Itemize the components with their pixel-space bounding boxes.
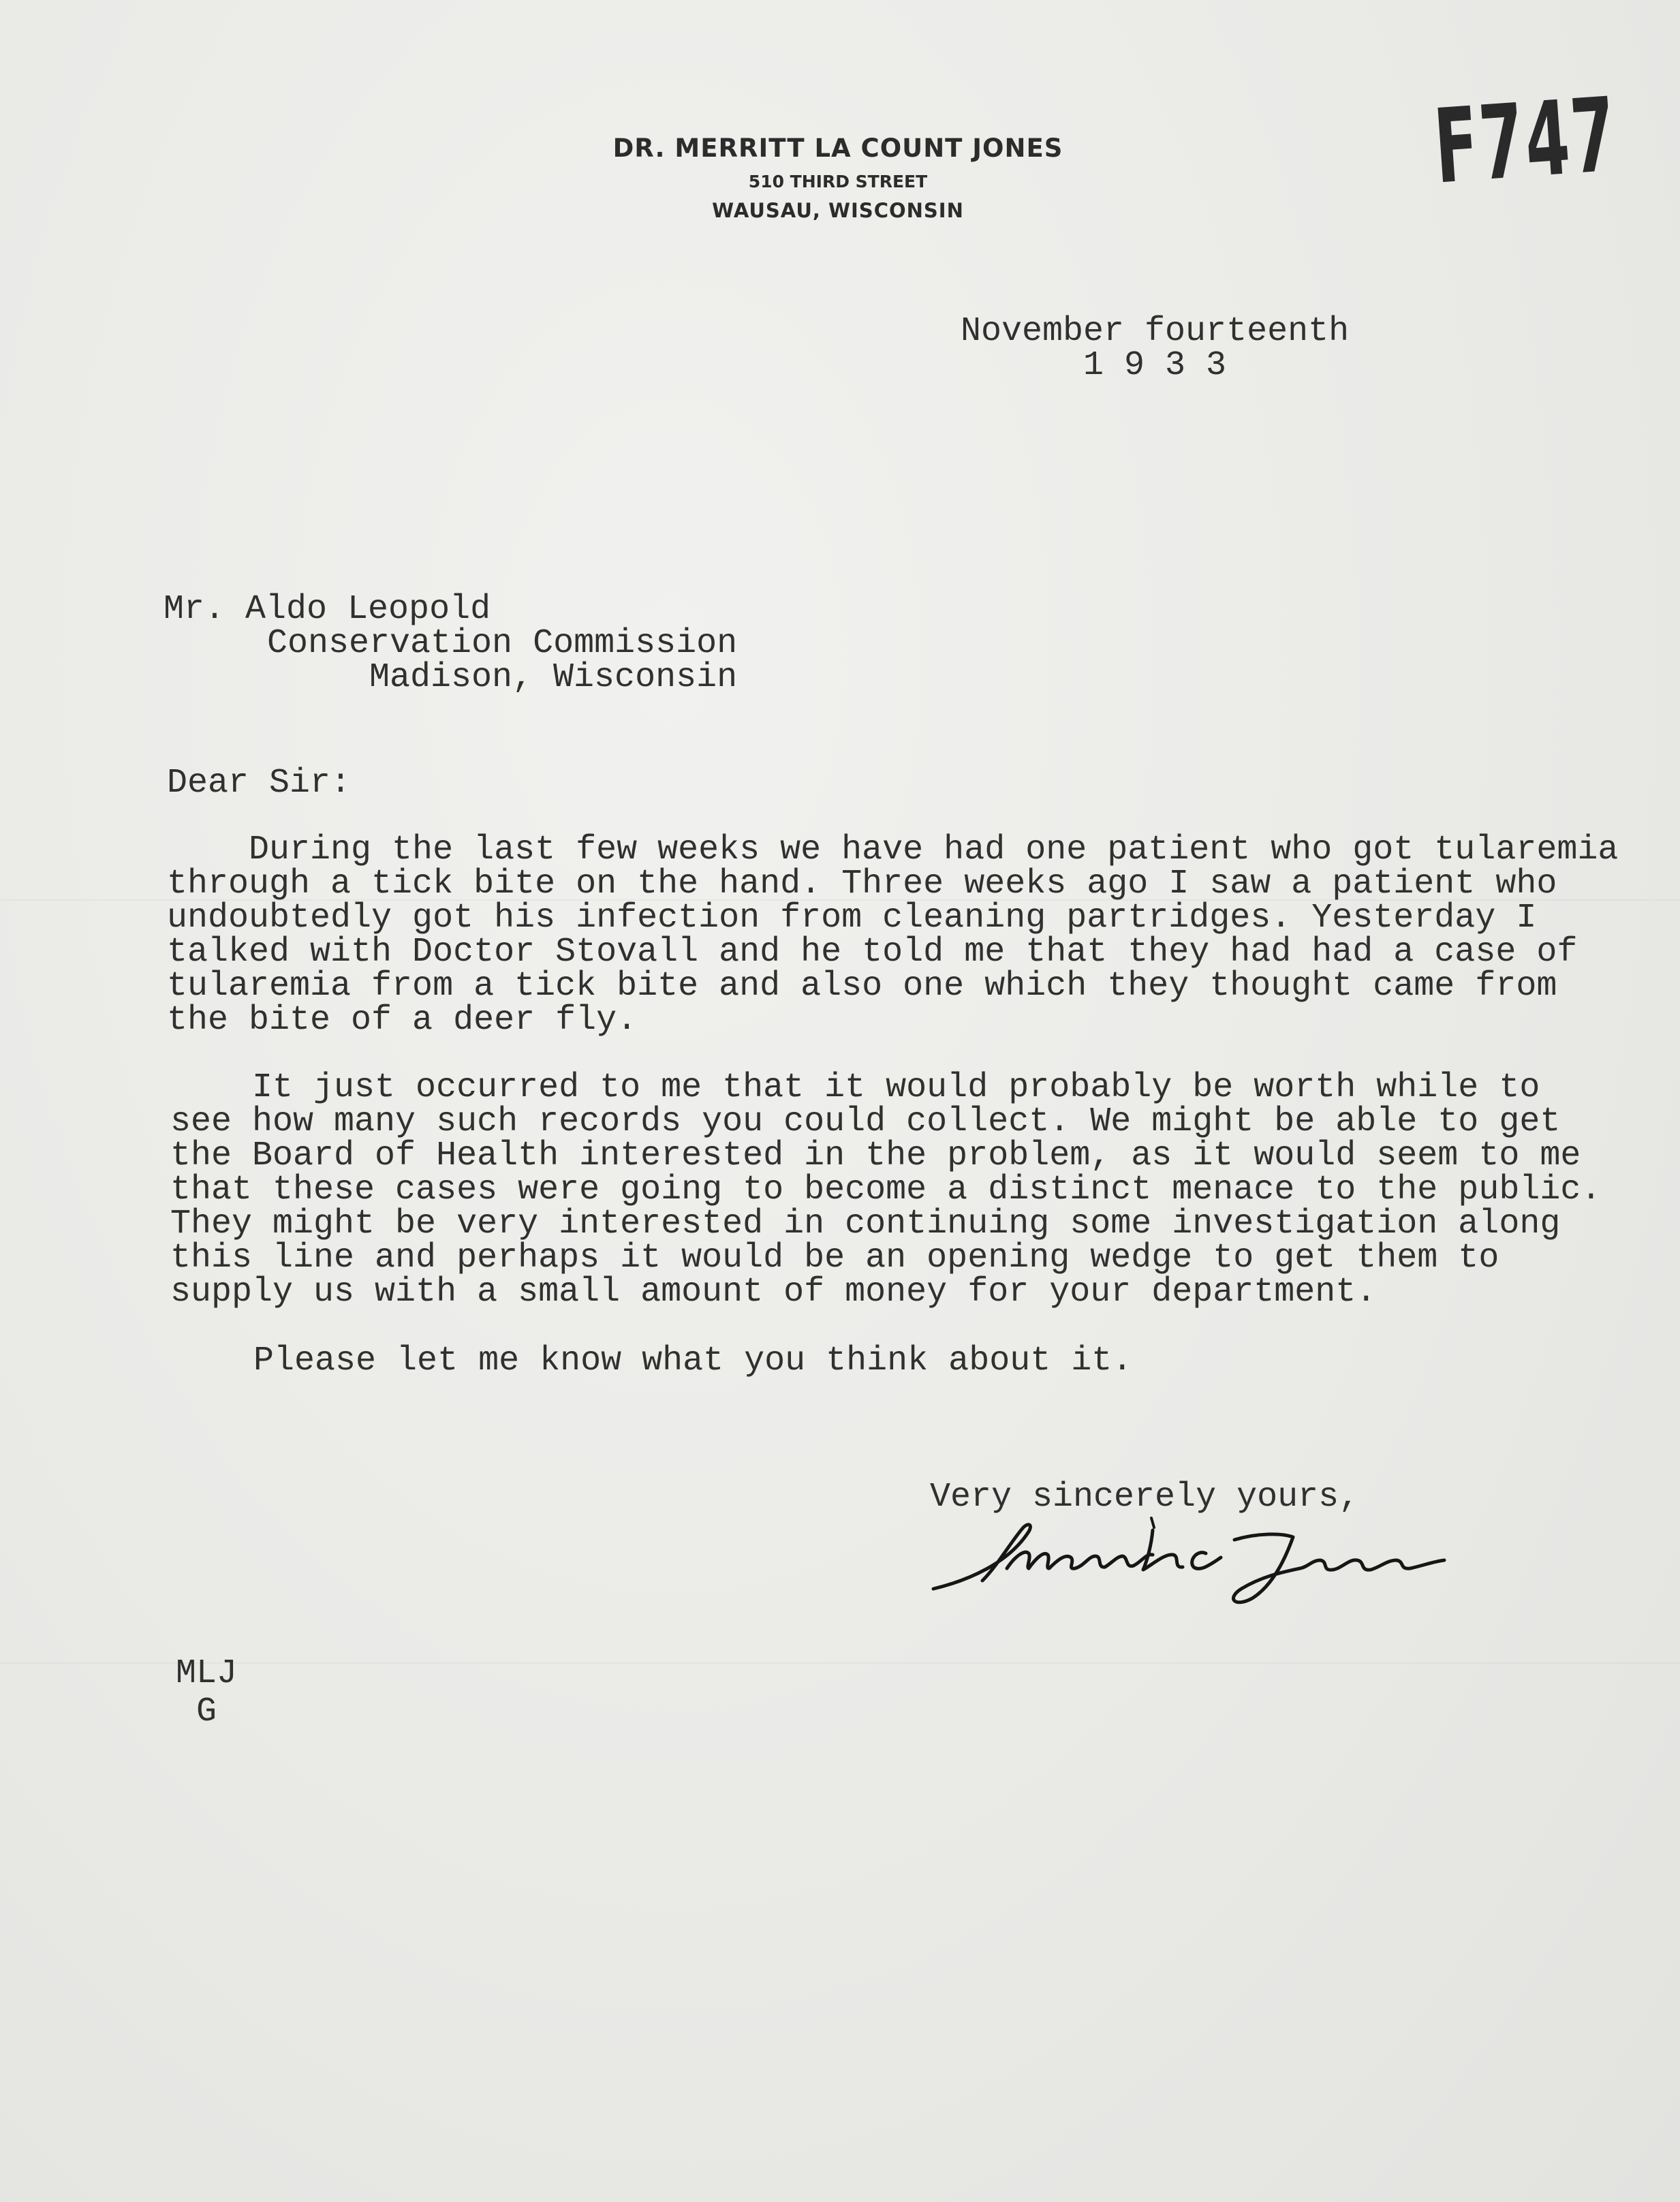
recipient-name: Mr. Aldo Leopold [164, 590, 491, 629]
body-line: During the last few weeks we have had one patient who got tularemia [167, 831, 1619, 869]
file-number: F747 [1431, 76, 1621, 207]
paragraph-3: Please let me know what you think about it. [172, 1342, 1133, 1380]
letterhead-city: WAUSAU, WISCONSIN [712, 199, 964, 222]
body-line: tularemia from a tick bite and also one which they thought came from [167, 967, 1557, 1006]
body-line: this line and perhaps it would be an opening wedge to get them to [170, 1239, 1499, 1277]
body-line: the bite of a deer fly. [167, 1001, 638, 1040]
body-line: that these cases were going to become a distinct menace to the public. [170, 1170, 1602, 1209]
fold-line [0, 1662, 1680, 1664]
letterhead-name: DR. MERRITT LA COUNT JONES [612, 134, 1063, 163]
body-line: undoubtedly got his infection from cleaning partridges. Yesterday I [167, 899, 1537, 937]
recipient-organization: Conservation Commission [267, 624, 738, 663]
date-line-2: 1 9 3 3 [1083, 346, 1227, 385]
body-line: It just occurred to me that it would probably be worth while to [170, 1068, 1540, 1107]
body-line: through a tick bite on the hand. Three weeks ago I saw a patient who [167, 865, 1557, 903]
typist-initials-1: MLJ [176, 1654, 238, 1693]
closing: Very sincerely yours, [930, 1478, 1360, 1517]
typist-initials-2: G [196, 1692, 217, 1731]
body-line: the Board of Health interested in the problem, as it would seem to me [170, 1136, 1581, 1175]
recipient-city: Madison, Wisconsin [369, 658, 738, 697]
body-line: talked with Doctor Stovall and he told me that they had had a case of [167, 933, 1578, 972]
date-line-1: November fourteenth [961, 312, 1350, 351]
handwritten-signature [927, 1506, 1485, 1608]
salutation: Dear Sir: [167, 764, 352, 803]
body-line: They might be very interested in continuing some investigation along [170, 1205, 1561, 1243]
body-line: see how many such records you could collect. We might be able to get [170, 1102, 1561, 1141]
body-line: supply us with a small amount of money for your department. [170, 1273, 1377, 1312]
letterhead-street: 510 THIRD STREET [748, 172, 928, 191]
